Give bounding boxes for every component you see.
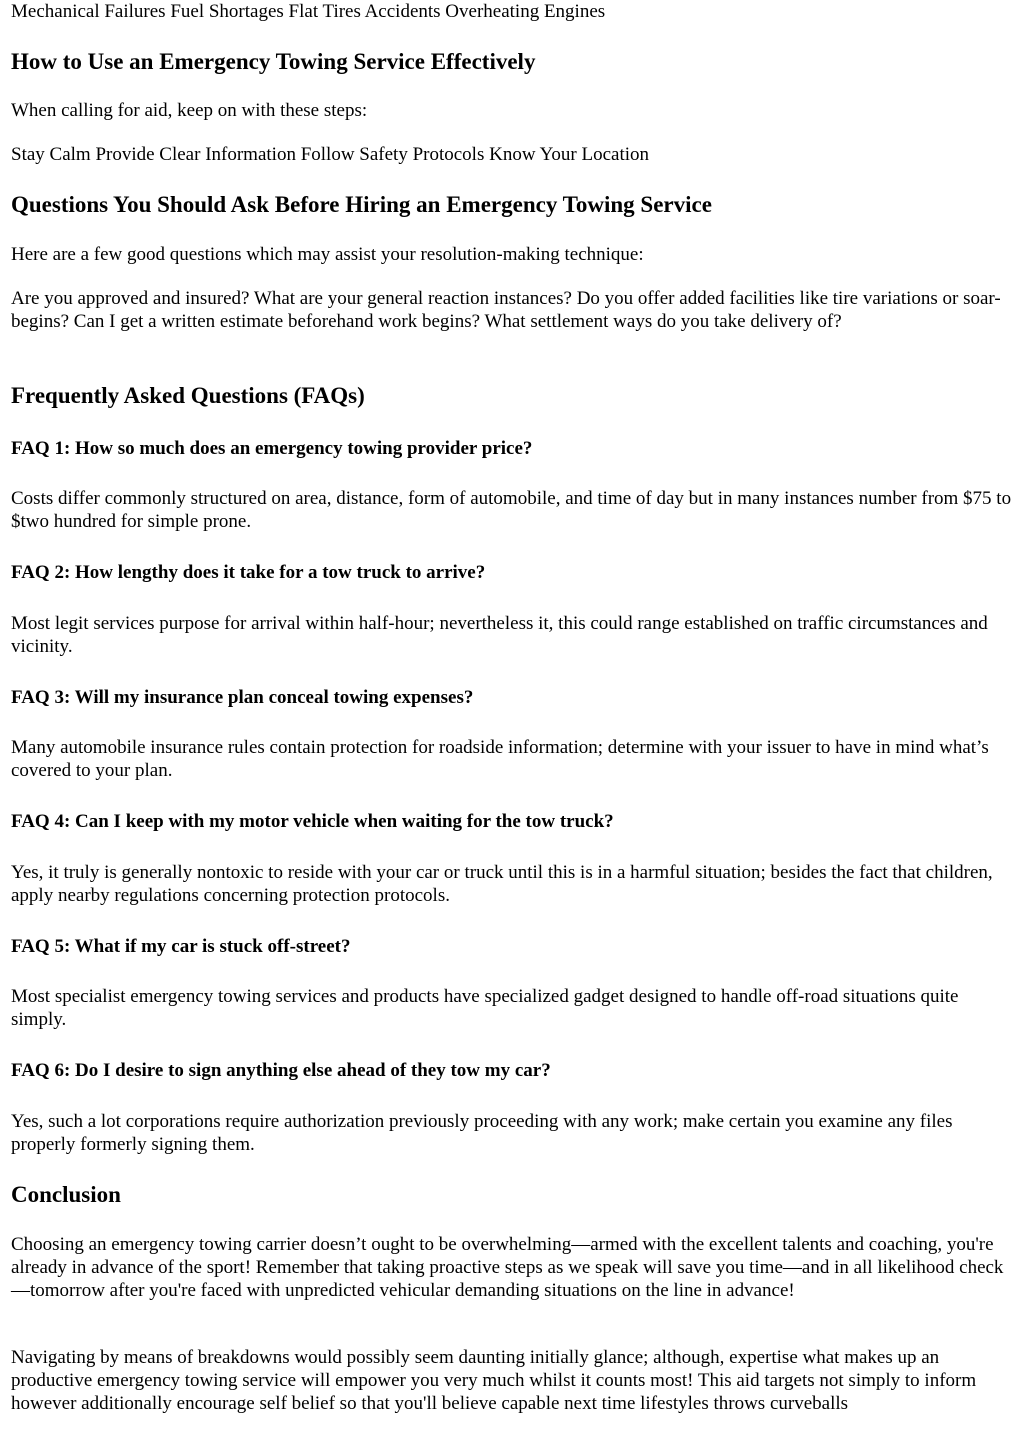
section-heading-how-to-use: How to Use an Emergency Towing Service Effectively bbox=[11, 49, 536, 74]
section-heading-questions: Questions You Should Ask Before Hiring an Emergency Towing Service bbox=[11, 192, 712, 217]
faq-answer-2: Most legit services purpose for arrival within half-hour; nevertheless it, this could range established on traffic circumstances and vicinity. bbox=[11, 613, 988, 657]
section-lead-how-to-use: When calling for aid, keep on with these steps: bbox=[11, 100, 368, 121]
conclusion-paragraph-1: Choosing an emergency towing carrier doesn’t ought to be overwhelming—armed with the excellent talents and coaching, you're already in advance of the sport! Remember that taking proactive steps as we speak will save you time—and in all likelihood check—tomorrow after you're faced with unpredicted vehicular demanding situations on the line in advance! bbox=[11, 1234, 1004, 1301]
faq-answer-1: Costs differ commonly structured on area, distance, form of automobile, and time of day but in many instances number from $75 to $two hundred for simple prone. bbox=[11, 488, 1012, 532]
faq-answer-6: Yes, such a lot corporations require authorization previously proceeding with any work; make certain you examine any files properly formerly signing them. bbox=[11, 1111, 953, 1155]
faq-question-6: FAQ 6: Do I desire to sign anything else ahead of they tow my car? bbox=[11, 1060, 551, 1081]
faq-answer-4: Yes, it truly is generally nontoxic to reside with your car or truck until this is in a harmful situation; besides the fact that children, apply nearby regulations concerning protection protocols. bbox=[11, 862, 993, 906]
faq-answer-5: Most specialist emergency towing services and products have specialized gadget designed to handle off-road situations quite simply. bbox=[11, 986, 959, 1030]
conclusion-paragraph-2: Navigating by means of breakdowns would possibly seem daunting initially glance; although, expertise what makes up an productive emergency towing service will empower you very much whilst it counts most! This aid targets not simply to inform however additionally encourage self belief so that you'll believe capable next time lifestyles throws curveballs bbox=[11, 1347, 977, 1414]
faq-question-1: FAQ 1: How so much does an emergency towing provider price? bbox=[11, 438, 533, 459]
conclusion-heading: Conclusion bbox=[11, 1182, 121, 1207]
faq-answer-3: Many automobile insurance rules contain protection for roadside information; determine with your issuer to have in mind what’s covered to your plan. bbox=[11, 737, 989, 781]
causes-list: Mechanical Failures Fuel Shortages Flat Tires Accidents Overheating Engines bbox=[11, 1, 606, 22]
steps-list: Stay Calm Provide Clear Information Follow Safety Protocols Know Your Location bbox=[11, 144, 650, 165]
faq-question-2: FAQ 2: How lengthy does it take for a tow truck to arrive? bbox=[11, 562, 486, 583]
questions-list: Are you approved and insured? What are your general reaction instances? Do you offer added facilities like tire variations or soar-begins? Can I get a written estimate beforehand work begins? What settlement ways do you take delivery of? bbox=[11, 288, 1001, 332]
faq-question-5: FAQ 5: What if my car is stuck off-street? bbox=[11, 936, 351, 957]
faq-heading: Frequently Asked Questions (FAQs) bbox=[11, 383, 365, 408]
section-lead-questions: Here are a few good questions which may assist your resolution-making technique: bbox=[11, 244, 644, 265]
faq-question-4: FAQ 4: Can I keep with my motor vehicle when waiting for the tow truck? bbox=[11, 811, 614, 832]
faq-question-3: FAQ 3: Will my insurance plan conceal towing expenses? bbox=[11, 687, 474, 708]
